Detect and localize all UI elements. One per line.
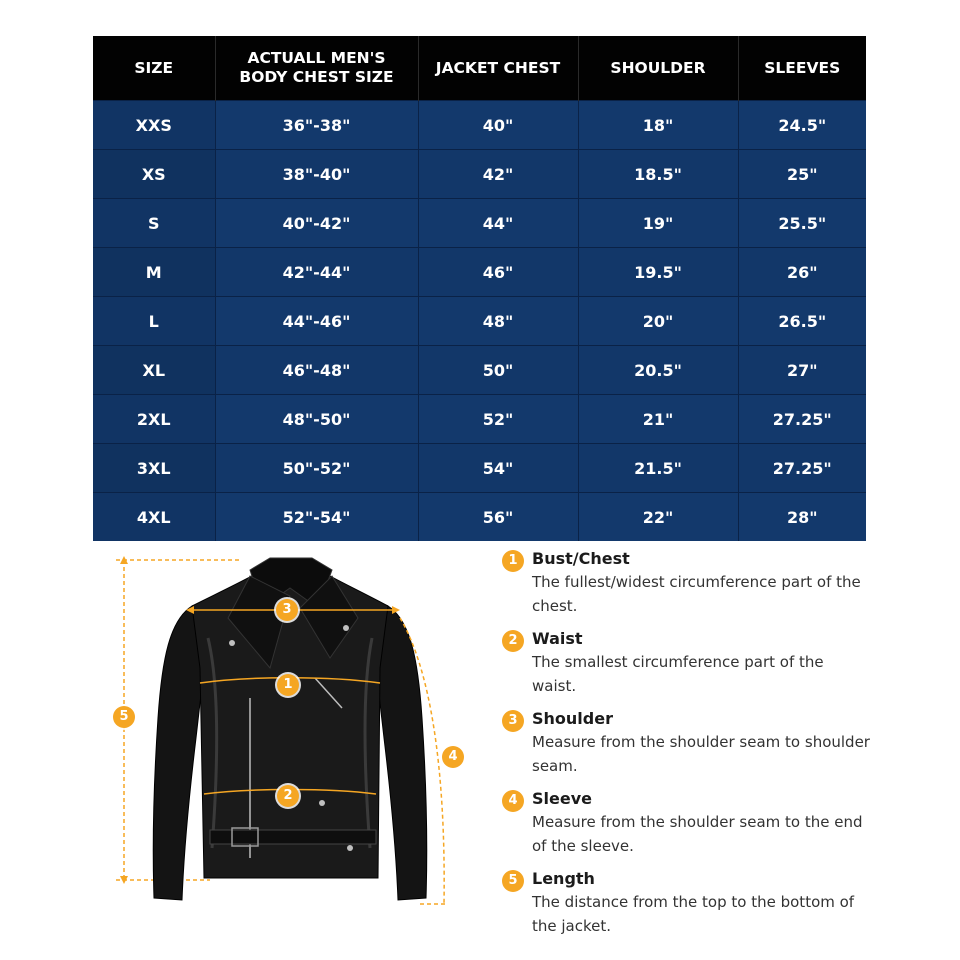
guide-title: Shoulder xyxy=(532,709,613,728)
guide-description: The distance from the top to the bottom of the jacket. xyxy=(532,893,855,935)
guide-description: The fullest/widest circumference part of the chest. xyxy=(532,573,861,615)
cell-sleeves: 28" xyxy=(738,493,866,542)
cell-shoulder: 21" xyxy=(578,395,738,444)
cell-jacket-chest: 44" xyxy=(418,199,578,248)
guide-item-sleeve xyxy=(500,788,920,858)
header-jacket-chest: JACKET CHEST xyxy=(418,36,578,101)
cell-sleeves: 27" xyxy=(738,346,866,395)
guide-description: Measure from the shoulder seam to shoulder seam. xyxy=(532,733,870,775)
marker-chest: 1 xyxy=(277,674,299,696)
cell-body-chest: 46"-48" xyxy=(215,346,418,395)
guide-number-badge: 2 xyxy=(502,630,524,652)
guide-description: Measure from the shoulder seam to the end of the sleeve. xyxy=(532,813,863,855)
table-row xyxy=(93,199,866,248)
table-row xyxy=(93,150,866,199)
table-row xyxy=(93,297,866,346)
cell-shoulder: 18" xyxy=(578,101,738,150)
guide-title: Sleeve xyxy=(532,789,592,808)
cell-shoulder: 21.5" xyxy=(578,444,738,493)
cell-shoulder: 18.5" xyxy=(578,150,738,199)
marker-length: 5 xyxy=(113,706,135,728)
cell-sleeves: 24.5" xyxy=(738,101,866,150)
guide-item-shoulder xyxy=(500,708,920,778)
cell-body-chest: 44"-46" xyxy=(215,297,418,346)
guide-title: Waist xyxy=(532,629,583,648)
table-row xyxy=(93,493,866,542)
cell-sleeves: 26" xyxy=(738,248,866,297)
jacket-measurement-figure xyxy=(100,548,480,918)
guide-title: Bust/Chest xyxy=(532,549,630,568)
header-size: SIZE xyxy=(93,36,215,101)
marker-shoulder: 3 xyxy=(276,599,298,621)
cell-shoulder: 19.5" xyxy=(578,248,738,297)
cell-size: 4XL xyxy=(93,493,215,542)
header-body-chest: ACTUALL MEN'S BODY CHEST SIZE xyxy=(215,36,418,101)
guide-description: The smallest circumference part of the waist. xyxy=(532,653,824,695)
cell-size: XL xyxy=(93,346,215,395)
cell-jacket-chest: 46" xyxy=(418,248,578,297)
cell-sleeves: 27.25" xyxy=(738,395,866,444)
cell-shoulder: 22" xyxy=(578,493,738,542)
cell-size: XXS xyxy=(93,101,215,150)
cell-size: 2XL xyxy=(93,395,215,444)
cell-jacket-chest: 54" xyxy=(418,444,578,493)
guide-item-bust-chest xyxy=(500,548,920,618)
guide-item-waist xyxy=(500,628,920,698)
cell-jacket-chest: 48" xyxy=(418,297,578,346)
guide-number-badge: 5 xyxy=(502,870,524,892)
cell-sleeves: 26.5" xyxy=(738,297,866,346)
table-row xyxy=(93,248,866,297)
cell-size: S xyxy=(93,199,215,248)
cell-jacket-chest: 50" xyxy=(418,346,578,395)
cell-shoulder: 20" xyxy=(578,297,738,346)
cell-shoulder: 19" xyxy=(578,199,738,248)
marker-sleeve: 4 xyxy=(442,746,464,768)
guide-item-length xyxy=(500,868,920,938)
cell-body-chest: 50"-52" xyxy=(215,444,418,493)
header-sleeves: SLEEVES xyxy=(738,36,866,101)
cell-size: L xyxy=(93,297,215,346)
cell-jacket-chest: 56" xyxy=(418,493,578,542)
cell-sleeves: 25.5" xyxy=(738,199,866,248)
cell-body-chest: 38"-40" xyxy=(215,150,418,199)
marker-waist: 2 xyxy=(277,785,299,807)
table-row xyxy=(93,346,866,395)
cell-jacket-chest: 42" xyxy=(418,150,578,199)
cell-shoulder: 20.5" xyxy=(578,346,738,395)
table-row xyxy=(93,444,866,493)
cell-body-chest: 48"-50" xyxy=(215,395,418,444)
cell-body-chest: 36"-38" xyxy=(215,101,418,150)
cell-body-chest: 52"-54" xyxy=(215,493,418,542)
guide-number-badge: 4 xyxy=(502,790,524,812)
size-chart-table xyxy=(93,36,866,541)
cell-size: XS xyxy=(93,150,215,199)
header-shoulder: SHOULDER xyxy=(578,36,738,101)
cell-sleeves: 25" xyxy=(738,150,866,199)
guide-title: Length xyxy=(532,869,595,888)
table-row xyxy=(93,101,866,150)
cell-jacket-chest: 40" xyxy=(418,101,578,150)
guide-number-badge: 3 xyxy=(502,710,524,732)
guide-number-badge: 1 xyxy=(502,550,524,572)
cell-body-chest: 42"-44" xyxy=(215,248,418,297)
table-row xyxy=(93,395,866,444)
table-header-row xyxy=(93,36,866,101)
cell-sleeves: 27.25" xyxy=(738,444,866,493)
cell-body-chest: 40"-42" xyxy=(215,199,418,248)
cell-size: 3XL xyxy=(93,444,215,493)
measurement-guide xyxy=(500,548,920,948)
cell-size: M xyxy=(93,248,215,297)
cell-jacket-chest: 52" xyxy=(418,395,578,444)
